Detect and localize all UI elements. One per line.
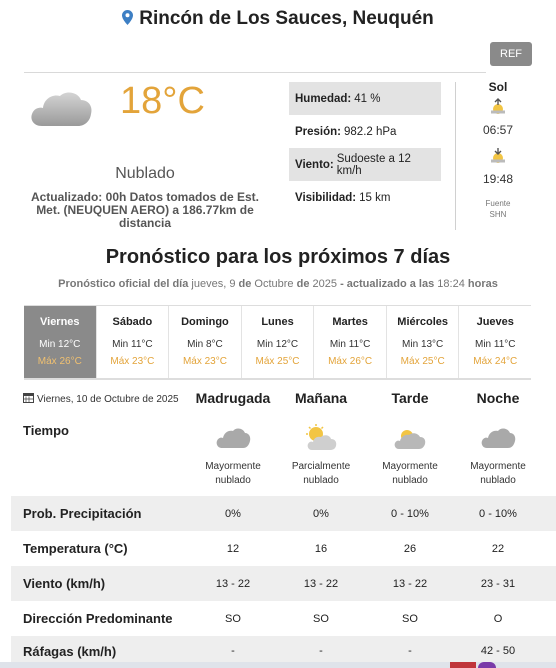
sunrise-time: 06:57	[482, 123, 514, 137]
map-pin-icon	[122, 9, 133, 31]
day-tabs	[24, 305, 531, 380]
period-manana: Mañana	[294, 390, 348, 406]
sun-cloud-icon	[276, 424, 366, 452]
sunrise-icon	[472, 98, 524, 121]
detail-date: Viernes, 10 de Octubre de 2025	[23, 392, 179, 406]
sun-title: Sol	[488, 80, 508, 94]
current-description: Nublado	[115, 165, 175, 182]
condition-manana: Parcialmente nublado	[276, 424, 366, 488]
location-title	[0, 8, 556, 31]
period-tarde: Tarde	[391, 390, 429, 406]
condition-madrugada: Mayormente nublado	[188, 424, 278, 488]
tab-martes[interactable]: Martes Min 11°C Máx 26°C	[314, 306, 387, 378]
table-row: Prob. Precipitación 0% 0% 0 - 10% 0 - 10%	[11, 496, 556, 531]
current-temperature: 18°C	[120, 80, 205, 122]
tab-domingo[interactable]: Domingo Min 8°C Máx 23°C	[169, 306, 242, 378]
table-row: Temperatura (°C) 12 16 26 22	[23, 541, 505, 556]
condition-noche: Mayormente nublado	[453, 424, 543, 488]
sun-source: Fuente SHN	[485, 199, 511, 219]
forecast-title: Pronóstico para los próximos 7 días	[105, 246, 451, 268]
divider	[24, 72, 486, 73]
sunset-time: 19:48	[482, 172, 514, 186]
tab-miercoles[interactable]: Miércoles Min 13°C Máx 25°C	[387, 306, 460, 378]
calendar-icon	[23, 392, 34, 406]
stat-wind: Viento: Sudoeste a 12 km/h	[289, 148, 441, 181]
stat-visibility: Visibilidad: 15 km	[295, 191, 391, 204]
current-updated-text: Actualizado: 00h Datos tomados de Est. Met. (NEUQUEN AERO) a 186.77km de distancia	[30, 190, 260, 230]
sun-panel	[472, 80, 524, 220]
flag-icon[interactable]	[450, 662, 476, 668]
sun-cloud-icon	[365, 424, 455, 452]
chat-bubble-icon[interactable]	[478, 662, 496, 668]
tab-viernes[interactable]: Viernes Min 12°C Máx 26°C	[24, 306, 97, 378]
tab-sabado[interactable]: Sábado Min 11°C Máx 23°C	[97, 306, 170, 378]
cloud-icon	[28, 86, 94, 130]
period-noche: Noche	[476, 390, 520, 406]
ref-button[interactable]: REF	[490, 42, 532, 66]
sunset-icon	[472, 147, 524, 170]
tab-jueves[interactable]: Jueves Min 11°C Máx 24°C	[473, 316, 518, 367]
stat-humidity: Humedad: 41 %	[289, 82, 441, 115]
table-row: Ráfagas (km/h) - - - 42 - 50	[11, 636, 556, 666]
location-name: Rincón de Los Sauces, Neuquén	[139, 8, 434, 29]
divider	[455, 82, 456, 230]
table-row: Dirección Predominante SO SO SO O	[23, 611, 503, 626]
tiempo-label: Tiempo	[23, 423, 69, 438]
current-stats	[289, 82, 441, 214]
tab-lunes[interactable]: Lunes Min 12°C Máx 25°C	[242, 306, 315, 378]
period-madrugada: Madrugada	[195, 390, 271, 406]
stat-pressure: Presión: 982.2 hPa	[295, 125, 397, 138]
condition-tarde: Mayormente nublado	[365, 424, 455, 488]
forecast-subtitle: Pronóstico oficial del día jueves, 9 de Octubre de 2025 - actualizado a las 18:24 horas	[58, 278, 498, 290]
cloud-icon	[453, 424, 543, 452]
cloud-icon	[188, 424, 278, 452]
table-row: Viento (km/h) 13 - 22 13 - 22 13 - 22 23 - 31	[11, 566, 556, 601]
